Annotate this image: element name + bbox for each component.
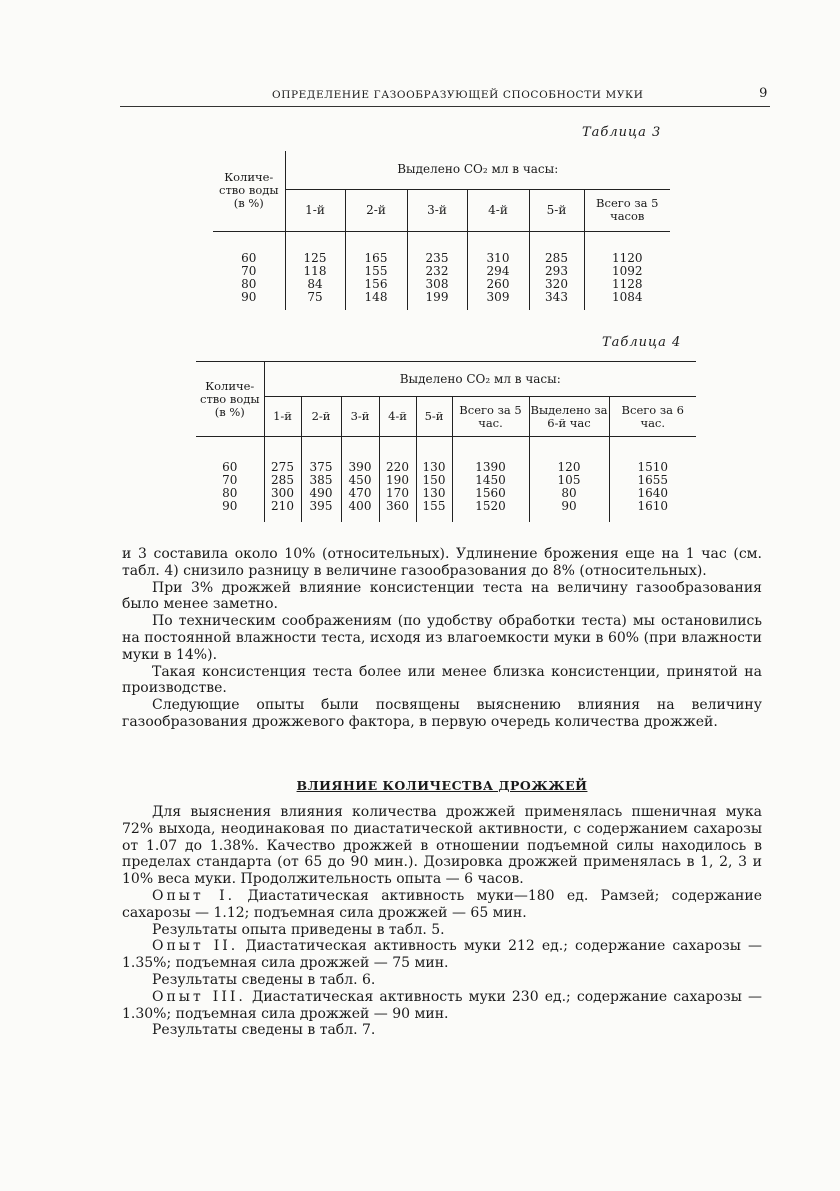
- experiment-label: Опыт II.: [152, 938, 239, 955]
- table4-hour-header: 3-й: [341, 397, 379, 437]
- paragraph: Результаты сведены в табл. 6.: [152, 971, 376, 988]
- table3-caption: Таблица 3: [582, 125, 662, 140]
- experiment-text: Диастатическая активность муки 230 ед.; содержание сахарозы — 1.30%; подъемная сила дрожжей — 90 мин.: [122, 988, 762, 1022]
- paragraph: [122, 938, 762, 972]
- table4-hour-header: 2-й: [301, 397, 341, 437]
- table-row: 90 210 395 400 360 155 1520 90 1610: [196, 500, 696, 513]
- table-row: 80 300 490 470 170 130 1560 80 1640: [196, 487, 696, 500]
- experiment-text: Диастатическая активность муки—180 ед. Рамзей; содержание сахарозы — 1.12; подъемная сила дрожжей — 65 мин.: [122, 887, 762, 921]
- page-number: 9: [759, 86, 768, 101]
- table-row: 60 275 375 390 220 130 1390 120 1510: [196, 461, 696, 474]
- paragraph: Такая консистенция теста более или менее близка консистенции, принятой на производстве.: [122, 663, 762, 697]
- table4-hour-header: 1-й: [264, 397, 301, 437]
- paragraph: По техническим соображениям (по удобству обработки теста) мы остановились на постоянной влажности теста, исходя из влагоемкости муки в 60% (при влажности муки в 14%).: [122, 613, 762, 663]
- paragraph: [122, 888, 762, 922]
- table-row: 60 125 165 235 310 285 1120: [213, 252, 670, 265]
- table4: [196, 361, 696, 522]
- paragraph: и 3 составила около 10% (относительных). Удлинение брожения еще на 1 час (см. табл. 4) снизило разницу в величине газообразования до 8% (относительных).: [122, 546, 762, 579]
- table3-group-header: Выделено CO₂ мл в часы:: [285, 151, 670, 189]
- experiment-label: Опыт I.: [152, 887, 236, 904]
- table3-hour-header: 4-й: [467, 189, 529, 231]
- paragraph: Следующие опыты были посвящены выяснению влияния на величину газообразования дрожжевого фактора, в первую очередь количества дрожжей.: [122, 697, 762, 730]
- paragraph: При 3% дрожжей влияние консистенции теста на величину газообразования было менее заметно.: [122, 579, 762, 613]
- paragraph: Для выяснения влияния количества дрожжей применялась пшеничная мука 72% выхода, неодинаковая по диастатической активности, с содержанием сахарозы от 1.07 до 1.38%. Качество дрожжей в отношении подъемной силы находилось в пределах стандарта (от 65 до 90 мин.). Дозировка дрожжей применялась в 1, 2, 3 и 10% веса муки. Продолжительность опыта — 6 часов.: [122, 804, 762, 888]
- table-row: 90 75 148 199 309 343 1084: [213, 291, 670, 304]
- table4-hour6-header: Выделено за 6-й час: [529, 397, 609, 437]
- table4-total6-header: Всего за 6 час.: [609, 397, 696, 437]
- table-row: 80 84 156 308 260 320 1128: [213, 278, 670, 291]
- running-header: [120, 88, 770, 107]
- table3-col0-header: Количе-ство воды (в %): [213, 151, 285, 231]
- paragraph: [122, 989, 762, 1023]
- table3-hour-header: 1-й: [285, 189, 345, 231]
- table4-hour-header: 4-й: [379, 397, 416, 437]
- body-text-lower: [122, 804, 762, 1039]
- table3-hour-header: 3-й: [407, 189, 467, 231]
- table3-total-header: Всего за 5 часов: [584, 189, 670, 231]
- table4-group-header: Выделено CO₂ мл в часы:: [264, 362, 696, 397]
- body-text-upper: [122, 546, 762, 731]
- table3: [213, 151, 670, 310]
- table3-hour-header: 5-й: [529, 189, 584, 231]
- experiment-label: Опыт III.: [152, 988, 246, 1005]
- table-row: 70 285 385 450 190 150 1450 105 1655: [196, 474, 696, 487]
- table3-hour-header: 2-й: [345, 189, 407, 231]
- table4-total5-header: Всего за 5 час.: [452, 397, 529, 437]
- section-heading: ВЛИЯНИЕ КОЛИЧЕСТВА ДРОЖЖЕЙ: [296, 778, 588, 793]
- table-row: 70 118 155 232 294 293 1092: [213, 265, 670, 278]
- experiment-text: Диастатическая активность муки 212 ед.; содержание сахарозы — 1.35%; подъемная сила дрожжей — 75 мин.: [122, 938, 762, 972]
- table4-col0-header: Количе-ство воды (в %): [196, 362, 264, 437]
- running-title: ОПРЕДЕЛЕНИЕ ГАЗООБРАЗУЮЩЕЙ СПОСОБНОСТИ МУКИ: [272, 89, 644, 101]
- table4-hour-header: 5-й: [416, 397, 452, 437]
- paragraph: Результаты опыта приведены в табл. 5.: [152, 921, 445, 938]
- paragraph: Результаты сведены в табл. 7.: [152, 1022, 376, 1039]
- table4-caption: Таблица 4: [602, 335, 682, 350]
